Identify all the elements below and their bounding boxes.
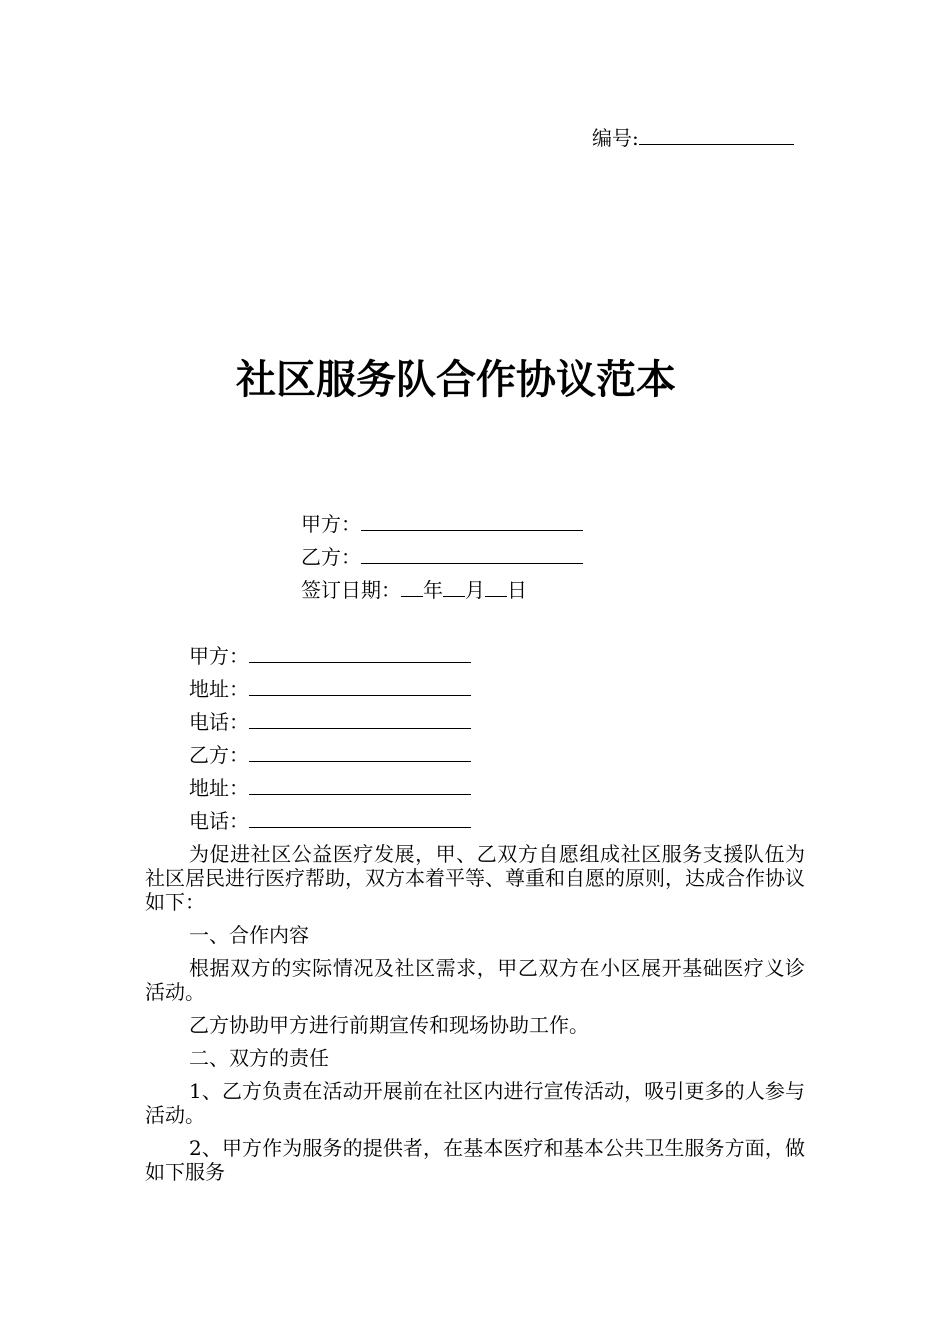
month-blank[interactable] xyxy=(443,576,465,597)
party-b-label: 乙方： xyxy=(189,743,249,767)
cover-party-b-blank[interactable] xyxy=(361,543,583,564)
month-label: 月 xyxy=(465,578,485,602)
party-b-line xyxy=(189,741,471,769)
party-a-label: 甲方： xyxy=(189,644,249,668)
party-a-phone-label: 电话： xyxy=(189,710,249,734)
year-label: 年 xyxy=(423,578,443,602)
year-blank[interactable] xyxy=(401,576,423,597)
serial-label: 编号: xyxy=(592,126,639,150)
party-a-phone-blank[interactable] xyxy=(249,708,471,729)
cover-sign-date xyxy=(301,576,527,604)
agreement-body xyxy=(145,842,805,1184)
day-label: 日 xyxy=(507,578,527,602)
paragraph-responsibility-1: 1、乙方负责在活动开展前在社区内进行宣传活动，吸引更多的人参与活动。 xyxy=(145,1079,805,1127)
party-a-address-line xyxy=(189,675,471,703)
paragraph-assistance: 乙方协助甲方进行前期宣传和现场协助工作。 xyxy=(189,1013,589,1037)
serial-blank[interactable] xyxy=(639,124,794,145)
cover-party-a-label: 甲方： xyxy=(301,512,361,536)
section-heading-responsibilities: 二、双方的责任 xyxy=(189,1046,329,1070)
party-b-address-blank[interactable] xyxy=(249,774,471,795)
party-a-blank[interactable] xyxy=(249,642,471,663)
party-b-phone-line xyxy=(189,807,471,835)
party-b-phone-blank[interactable] xyxy=(249,807,471,828)
party-b-phone-label: 电话： xyxy=(189,809,249,833)
date-label: 签订日期： xyxy=(301,578,401,602)
party-b-address-label: 地址： xyxy=(189,776,249,800)
cover-party-a-blank[interactable] xyxy=(361,510,583,531)
party-a-address-label: 地址： xyxy=(189,677,249,701)
day-blank[interactable] xyxy=(485,576,507,597)
section-heading-cooperation: 一、合作内容 xyxy=(189,923,309,947)
party-a-address-blank[interactable] xyxy=(249,675,471,696)
cover-party-b-label: 乙方： xyxy=(301,545,361,569)
serial-number xyxy=(592,124,794,152)
paragraph-cooperation-content: 根据双方的实际情况及社区需求，甲乙双方在小区展开基础医疗义诊活动。 xyxy=(145,956,805,1004)
page-title: 社区服务队合作协议范本 xyxy=(236,357,676,403)
cover-party-a xyxy=(301,510,583,538)
party-b-blank[interactable] xyxy=(249,741,471,762)
cover-party-b xyxy=(301,543,583,571)
paragraph-responsibility-2: 2、甲方作为服务的提供者，在基本医疗和基本公共卫生服务方面，做如下服务 xyxy=(145,1136,805,1184)
intro-paragraph: 为促进社区公益医疗发展，甲、乙双方自愿组成社区服务支援队伍为社区居民进行医疗帮助，双方本着平等、尊重和自愿的原则，达成合作协议如下： xyxy=(145,842,805,914)
party-a-line xyxy=(189,642,471,670)
party-a-phone-line xyxy=(189,708,471,736)
party-b-address-line xyxy=(189,774,471,802)
